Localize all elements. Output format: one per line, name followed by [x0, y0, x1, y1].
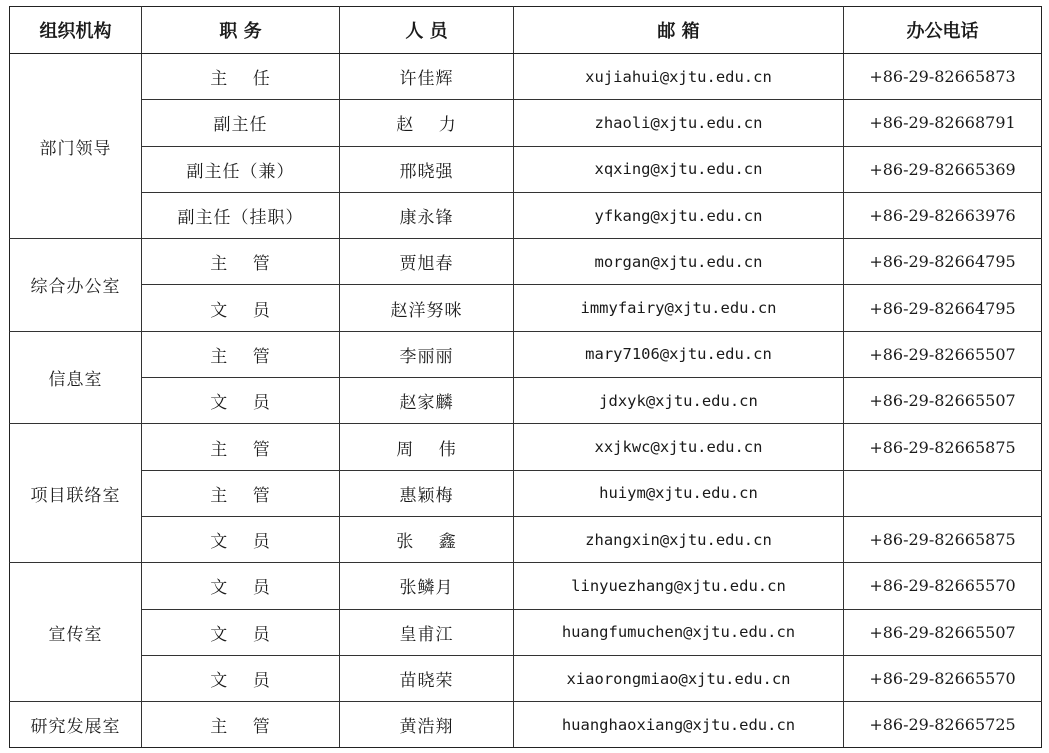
role-cell: 主 管 — [142, 470, 340, 516]
header-name: 人 员 — [340, 7, 514, 54]
name-cell: 许佳辉 — [340, 54, 514, 100]
table-row — [10, 331, 1042, 377]
role-cell: 文 员 — [142, 285, 340, 331]
table-row — [10, 702, 1042, 748]
email-cell: huangfumuchen@xjtu.edu.cn — [514, 609, 844, 655]
email-cell: xxjkwc@xjtu.edu.cn — [514, 424, 844, 470]
name-cell: 黄浩翔 — [340, 702, 514, 748]
table-row — [10, 424, 1042, 470]
role-cell: 主 管 — [142, 331, 340, 377]
name-cell: 赵家麟 — [340, 378, 514, 424]
email-cell: xqxing@xjtu.edu.cn — [514, 146, 844, 192]
role-cell: 主 管 — [142, 702, 340, 748]
role-cell: 文 员 — [142, 609, 340, 655]
table-row — [10, 516, 1042, 562]
name-cell: 周 伟 — [340, 424, 514, 470]
header-org: 组织机构 — [10, 7, 142, 54]
name-cell: 苗晓荣 — [340, 655, 514, 701]
phone-cell: +86-29-82664795 — [844, 239, 1042, 285]
role-cell: 副主任（兼） — [142, 146, 340, 192]
org-cell: 宣传室 — [10, 563, 142, 702]
phone-cell: +86-29-82663976 — [844, 192, 1042, 238]
phone-cell: +86-29-82668791 — [844, 100, 1042, 146]
email-cell: linyuezhang@xjtu.edu.cn — [514, 563, 844, 609]
table-row — [10, 239, 1042, 285]
email-cell: xiaorongmiao@xjtu.edu.cn — [514, 655, 844, 701]
table-row — [10, 192, 1042, 238]
email-cell: jdxyk@xjtu.edu.cn — [514, 378, 844, 424]
name-cell: 康永锋 — [340, 192, 514, 238]
table-row — [10, 285, 1042, 331]
role-cell: 文 员 — [142, 563, 340, 609]
role-cell: 文 员 — [142, 516, 340, 562]
email-cell: huiym@xjtu.edu.cn — [514, 470, 844, 516]
org-cell: 项目联络室 — [10, 424, 142, 563]
phone-cell — [844, 470, 1042, 516]
role-cell: 副主任 — [142, 100, 340, 146]
header-role: 职 务 — [142, 7, 340, 54]
phone-cell: +86-29-82665369 — [844, 146, 1042, 192]
email-cell: huanghaoxiang@xjtu.edu.cn — [514, 702, 844, 748]
table-row — [10, 470, 1042, 516]
name-cell: 邢晓强 — [340, 146, 514, 192]
table-row — [10, 54, 1042, 100]
staff-directory — [9, 6, 1042, 748]
org-cell: 部门领导 — [10, 54, 142, 239]
email-cell: morgan@xjtu.edu.cn — [514, 239, 844, 285]
header-email: 邮 箱 — [514, 7, 844, 54]
name-cell: 赵 力 — [340, 100, 514, 146]
role-cell: 主 管 — [142, 424, 340, 470]
phone-cell: +86-29-82665507 — [844, 609, 1042, 655]
org-cell: 研究发展室 — [10, 702, 142, 748]
email-cell: zhaoli@xjtu.edu.cn — [514, 100, 844, 146]
phone-cell: +86-29-82665873 — [844, 54, 1042, 100]
email-cell: mary7106@xjtu.edu.cn — [514, 331, 844, 377]
phone-cell: +86-29-82665725 — [844, 702, 1042, 748]
table-row — [10, 146, 1042, 192]
role-cell: 主 管 — [142, 239, 340, 285]
role-cell: 主 任 — [142, 54, 340, 100]
table-row — [10, 563, 1042, 609]
email-cell: immyfairy@xjtu.edu.cn — [514, 285, 844, 331]
email-cell: zhangxin@xjtu.edu.cn — [514, 516, 844, 562]
table-header-row — [10, 7, 1042, 54]
phone-cell: +86-29-82665570 — [844, 655, 1042, 701]
role-cell: 文 员 — [142, 655, 340, 701]
name-cell: 皇甫江 — [340, 609, 514, 655]
table-row — [10, 609, 1042, 655]
role-cell: 文 员 — [142, 378, 340, 424]
phone-cell: +86-29-82664795 — [844, 285, 1042, 331]
email-cell: xujiahui@xjtu.edu.cn — [514, 54, 844, 100]
header-phone: 办公电话 — [844, 7, 1042, 54]
phone-cell: +86-29-82665507 — [844, 331, 1042, 377]
name-cell: 张鳞月 — [340, 563, 514, 609]
name-cell: 惠颖梅 — [340, 470, 514, 516]
phone-cell: +86-29-82665875 — [844, 424, 1042, 470]
name-cell: 贾旭春 — [340, 239, 514, 285]
name-cell: 李丽丽 — [340, 331, 514, 377]
email-cell: yfkang@xjtu.edu.cn — [514, 192, 844, 238]
staff-table — [9, 6, 1042, 748]
name-cell: 赵洋努咪 — [340, 285, 514, 331]
phone-cell: +86-29-82665507 — [844, 378, 1042, 424]
table-row — [10, 655, 1042, 701]
org-cell: 信息室 — [10, 331, 142, 424]
table-row — [10, 100, 1042, 146]
table-body — [10, 54, 1042, 748]
org-cell: 综合办公室 — [10, 239, 142, 332]
phone-cell: +86-29-82665875 — [844, 516, 1042, 562]
phone-cell: +86-29-82665570 — [844, 563, 1042, 609]
role-cell: 副主任（挂职） — [142, 192, 340, 238]
name-cell: 张 鑫 — [340, 516, 514, 562]
table-row — [10, 378, 1042, 424]
